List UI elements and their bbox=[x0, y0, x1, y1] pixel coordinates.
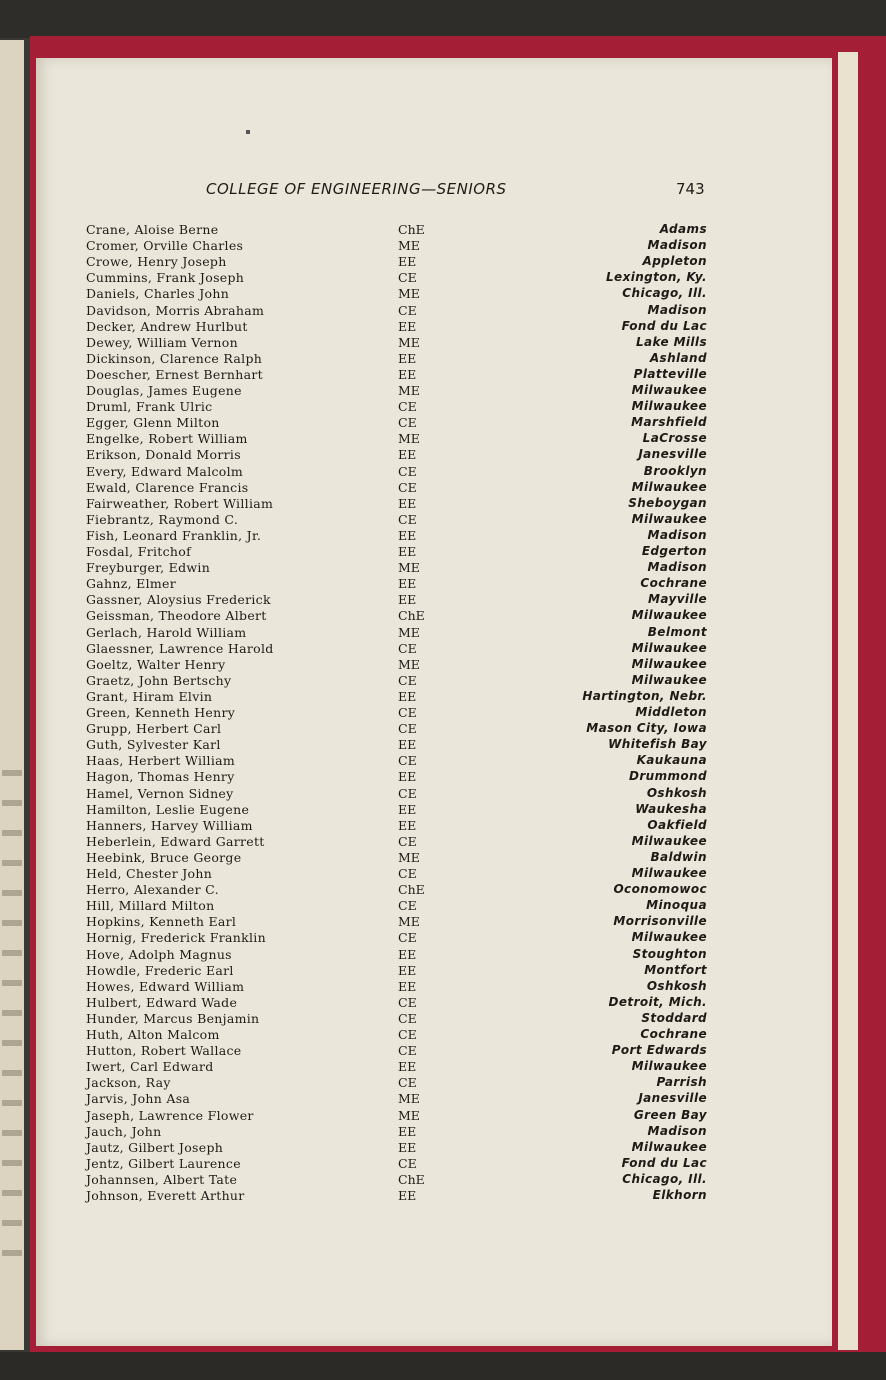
list-item bbox=[36, 286, 832, 302]
hometown: Fond du Lac bbox=[621, 318, 707, 333]
list-item bbox=[36, 930, 832, 946]
hometown: Baldwin bbox=[650, 849, 707, 864]
hometown: Milwaukee bbox=[631, 656, 707, 671]
hometown: Sheboygan bbox=[628, 495, 707, 510]
list-item bbox=[36, 335, 832, 351]
list-item bbox=[36, 319, 832, 335]
student-name: Jentz, Gilbert Laurence bbox=[86, 1155, 241, 1171]
list-item bbox=[36, 914, 832, 930]
course-code: CE bbox=[398, 898, 417, 914]
hometown: Hartington, Nebr. bbox=[582, 688, 707, 703]
list-item bbox=[36, 898, 832, 914]
course-code: ME bbox=[398, 431, 420, 447]
list-item bbox=[36, 705, 832, 721]
course-code: EE bbox=[398, 801, 417, 817]
scan-background-bottom bbox=[0, 1352, 886, 1380]
hometown: Elkhorn bbox=[652, 1188, 707, 1202]
course-code: ME bbox=[398, 286, 420, 302]
list-item bbox=[36, 1059, 832, 1075]
student-name: Johnson, Everett Arthur bbox=[86, 1188, 245, 1203]
student-name: Engelke, Robert William bbox=[86, 431, 248, 447]
hometown: Adams bbox=[659, 222, 707, 236]
list-item bbox=[36, 834, 832, 850]
list-item bbox=[36, 528, 832, 544]
list-item bbox=[36, 995, 832, 1011]
list-item bbox=[36, 238, 832, 254]
course-code: CE bbox=[398, 721, 417, 737]
list-item bbox=[36, 222, 832, 238]
previous-page-edge bbox=[0, 40, 24, 1350]
scan-background-top bbox=[0, 0, 886, 38]
student-name: Jautz, Gilbert Joseph bbox=[86, 1139, 224, 1155]
course-code: EE bbox=[398, 366, 417, 382]
list-item bbox=[36, 769, 832, 785]
course-code: ME bbox=[398, 383, 420, 398]
list-item bbox=[36, 818, 832, 834]
course-code: ME bbox=[398, 849, 420, 865]
student-name: Howes, Edward William bbox=[86, 978, 245, 994]
hometown: Oshkosh bbox=[646, 978, 707, 993]
course-code: EE bbox=[398, 978, 417, 994]
hometown: Cochrane bbox=[640, 1027, 707, 1041]
hometown: Ashland bbox=[649, 350, 707, 365]
hometown: Madison bbox=[647, 238, 707, 253]
hometown: Whitefish Bay bbox=[608, 737, 707, 752]
course-code: CE bbox=[398, 1043, 417, 1059]
hometown: Madison bbox=[647, 1123, 707, 1138]
course-code: EE bbox=[398, 769, 417, 785]
hometown: Madison bbox=[647, 527, 707, 542]
student-name: Herro, Alexander C. bbox=[86, 882, 219, 898]
list-item bbox=[36, 689, 832, 705]
course-code: CE bbox=[398, 866, 417, 881]
student-name: Hopkins, Kenneth Earl bbox=[86, 914, 237, 930]
student-name: Fish, Leonard Franklin, Jr. bbox=[86, 527, 262, 543]
hometown: Oakfield bbox=[647, 817, 707, 832]
hometown: Lake Mills bbox=[635, 334, 707, 349]
course-code: CE bbox=[398, 1010, 417, 1026]
hometown: LaCrosse bbox=[642, 431, 707, 446]
hometown: Parrish bbox=[656, 1075, 707, 1090]
list-item bbox=[36, 1124, 832, 1140]
hometown: Belmont bbox=[647, 624, 707, 639]
list-item bbox=[36, 882, 832, 898]
hometown: Milwaukee bbox=[631, 1139, 707, 1154]
list-item bbox=[36, 351, 832, 367]
list-item bbox=[36, 544, 832, 560]
list-item bbox=[36, 480, 832, 496]
hometown: Janesville bbox=[638, 1091, 707, 1106]
student-name: Grant, Hiram Elvin bbox=[86, 688, 213, 704]
hometown: Cochrane bbox=[640, 576, 707, 591]
hometown: Milwaukee bbox=[631, 672, 707, 687]
course-code: ChE bbox=[398, 882, 425, 898]
course-code: EE bbox=[398, 495, 417, 511]
course-code: EE bbox=[398, 592, 417, 608]
hometown: Lexington, Ky. bbox=[605, 270, 707, 285]
list-item bbox=[36, 1075, 832, 1091]
page-header-title: COLLEGE OF ENGINEERING—SENIORS bbox=[206, 180, 507, 198]
student-name: Hutton, Robert Wallace bbox=[86, 1043, 242, 1059]
list-item bbox=[36, 383, 832, 399]
list-item bbox=[36, 802, 832, 818]
list-item bbox=[36, 592, 832, 608]
print-mark bbox=[246, 130, 250, 134]
hometown: Middleton bbox=[635, 705, 707, 719]
course-code: EE bbox=[398, 1059, 417, 1075]
course-code: EE bbox=[398, 1139, 417, 1155]
hometown: Milwaukee bbox=[631, 399, 707, 414]
student-name: Every, Edward Malcolm bbox=[86, 463, 244, 479]
list-item bbox=[36, 1108, 832, 1124]
list-item bbox=[36, 866, 832, 882]
course-code: ME bbox=[398, 238, 420, 254]
student-name: Doescher, Ernest Bernhart bbox=[86, 366, 263, 382]
list-item bbox=[36, 464, 832, 480]
student-name: Ewald, Clarence Francis bbox=[86, 479, 249, 495]
course-code: EE bbox=[398, 447, 417, 463]
student-name: Decker, Andrew Hurlbut bbox=[86, 318, 248, 334]
hometown: Milwaukee bbox=[631, 511, 707, 526]
student-name: Dickinson, Clarence Ralph bbox=[86, 350, 263, 366]
hometown: Mayville bbox=[648, 592, 707, 607]
list-item bbox=[36, 303, 832, 319]
list-item bbox=[36, 1172, 832, 1188]
course-code: EE bbox=[398, 962, 417, 978]
student-name: Glaessner, Lawrence Harold bbox=[86, 640, 274, 656]
hometown: Marshfield bbox=[631, 415, 707, 430]
student-name: Egger, Glenn Milton bbox=[86, 415, 220, 431]
list-item bbox=[36, 673, 832, 689]
student-name: Gahnz, Elmer bbox=[86, 576, 177, 592]
student-name: Guth, Sylvester Karl bbox=[86, 737, 221, 753]
student-name: Crane, Aloise Berne bbox=[86, 222, 219, 237]
list-item bbox=[36, 721, 832, 737]
list-item bbox=[36, 367, 832, 383]
student-name: Erikson, Donald Morris bbox=[86, 447, 241, 463]
student-name: Hamilton, Leslie Eugene bbox=[86, 801, 250, 817]
student-name: Hagon, Thomas Henry bbox=[86, 769, 235, 785]
hometown: Minoqua bbox=[646, 898, 707, 913]
student-name: Daniels, Charles John bbox=[86, 286, 230, 302]
student-name: Douglas, James Eugene bbox=[86, 383, 242, 398]
hometown: Oshkosh bbox=[646, 785, 707, 800]
hometown: Morrisonville bbox=[613, 914, 707, 929]
hometown: Madison bbox=[647, 302, 707, 317]
course-code: EE bbox=[398, 527, 417, 543]
list-item bbox=[36, 850, 832, 866]
hometown: Milwaukee bbox=[631, 640, 707, 655]
hometown: Drummond bbox=[628, 769, 707, 784]
course-code: CE bbox=[398, 930, 417, 946]
page-number: 743 bbox=[676, 180, 705, 198]
list-item bbox=[36, 1188, 832, 1204]
course-code: ChE bbox=[398, 222, 425, 237]
page-edges bbox=[838, 52, 858, 1350]
hometown: Brooklyn bbox=[643, 463, 707, 478]
course-code: CE bbox=[398, 1027, 417, 1042]
student-name: Hill, Millard Milton bbox=[86, 898, 215, 914]
student-name: Howdle, Frederic Earl bbox=[86, 962, 234, 978]
student-name: Fosdal, Fritchof bbox=[86, 544, 192, 559]
student-name: Fairweather, Robert William bbox=[86, 495, 274, 511]
list-item bbox=[36, 625, 832, 641]
list-item bbox=[36, 1027, 832, 1043]
course-code: ME bbox=[398, 560, 420, 576]
hometown: Platteville bbox=[633, 366, 707, 381]
hometown: Milwaukee bbox=[631, 1059, 707, 1074]
list-item bbox=[36, 496, 832, 512]
hometown: Detroit, Mich. bbox=[608, 994, 707, 1009]
course-code: CE bbox=[398, 479, 417, 495]
course-code: CE bbox=[398, 1075, 417, 1091]
student-name: Held, Chester John bbox=[86, 866, 213, 881]
list-item bbox=[36, 431, 832, 447]
list-item bbox=[36, 512, 832, 528]
course-code: EE bbox=[398, 254, 417, 270]
hometown: Appleton bbox=[642, 254, 707, 269]
list-item bbox=[36, 657, 832, 673]
student-name: Jaseph, Lawrence Flower bbox=[86, 1107, 254, 1123]
list-item bbox=[36, 1091, 832, 1107]
hometown: Madison bbox=[647, 560, 707, 575]
student-name: Freyburger, Edwin bbox=[86, 560, 211, 576]
course-code: CE bbox=[398, 705, 417, 720]
list-item bbox=[36, 447, 832, 463]
hometown: Milwaukee bbox=[631, 479, 707, 494]
list-item bbox=[36, 415, 832, 431]
student-name: Hamel, Vernon Sidney bbox=[86, 785, 234, 801]
hometown: Janesville bbox=[638, 447, 707, 462]
course-code: CE bbox=[398, 399, 417, 415]
list-item bbox=[36, 641, 832, 657]
student-name: Gerlach, Harold William bbox=[86, 624, 247, 640]
student-name: Crowe, Henry Joseph bbox=[86, 254, 227, 270]
course-code: CE bbox=[398, 994, 417, 1010]
student-name: Cromer, Orville Charles bbox=[86, 238, 244, 254]
student-name: Hanners, Harvey William bbox=[86, 817, 253, 833]
course-code: ME bbox=[398, 1091, 420, 1107]
book-page bbox=[36, 58, 832, 1346]
hometown: Milwaukee bbox=[631, 930, 707, 945]
hometown: Mason City, Iowa bbox=[586, 721, 707, 736]
student-name: Haas, Herbert William bbox=[86, 753, 236, 769]
course-code: ME bbox=[398, 914, 420, 930]
list-item bbox=[36, 270, 832, 286]
list-item bbox=[36, 1140, 832, 1156]
list-item bbox=[36, 254, 832, 270]
course-code: ME bbox=[398, 624, 420, 640]
student-name: Johannsen, Albert Tate bbox=[86, 1171, 238, 1187]
student-name: Hove, Adolph Magnus bbox=[86, 946, 232, 962]
list-item bbox=[36, 608, 832, 624]
course-code: CE bbox=[398, 463, 417, 479]
student-name: Iwert, Carl Edward bbox=[86, 1059, 214, 1075]
course-code: CE bbox=[398, 415, 417, 431]
hometown: Stoddard bbox=[641, 1010, 707, 1025]
course-code: CE bbox=[398, 672, 417, 688]
list-item bbox=[36, 737, 832, 753]
student-name: Fiebrantz, Raymond C. bbox=[86, 511, 239, 527]
student-name: Hornig, Frederick Franklin bbox=[86, 930, 266, 946]
student-name: Jarvis, John Asa bbox=[86, 1091, 191, 1107]
course-code: EE bbox=[398, 737, 417, 753]
hometown: Milwaukee bbox=[631, 383, 707, 397]
course-code: EE bbox=[398, 817, 417, 833]
list-item bbox=[36, 963, 832, 979]
course-code: CE bbox=[398, 302, 417, 318]
course-code: ME bbox=[398, 656, 420, 672]
student-name: Graetz, John Bertschy bbox=[86, 672, 232, 688]
student-name: Goeltz, Walter Henry bbox=[86, 656, 226, 672]
student-name: Gassner, Aloysius Frederick bbox=[86, 592, 271, 608]
course-code: ME bbox=[398, 1107, 420, 1123]
hometown: Chicago, Ill. bbox=[622, 286, 707, 301]
student-name: Hunder, Marcus Benjamin bbox=[86, 1010, 260, 1026]
list-item bbox=[36, 576, 832, 592]
list-item bbox=[36, 753, 832, 769]
list-item bbox=[36, 786, 832, 802]
student-name: Jauch, John bbox=[86, 1123, 162, 1139]
course-code: CE bbox=[398, 1155, 417, 1171]
hometown: Kaukauna bbox=[636, 753, 707, 768]
student-name: Grupp, Herbert Carl bbox=[86, 721, 222, 737]
list-item bbox=[36, 399, 832, 415]
student-name: Heberlein, Edward Garrett bbox=[86, 833, 265, 849]
hometown: Chicago, Ill. bbox=[622, 1171, 707, 1186]
list-item bbox=[36, 979, 832, 995]
course-code: EE bbox=[398, 350, 417, 366]
student-name: Cummins, Frank Joseph bbox=[86, 270, 245, 286]
list-item bbox=[36, 947, 832, 963]
course-code: EE bbox=[398, 544, 417, 559]
student-name: Geissman, Theodore Albert bbox=[86, 608, 267, 624]
student-name: Dewey, William Vernon bbox=[86, 334, 238, 350]
course-code: CE bbox=[398, 833, 417, 849]
hometown: Oconomowoc bbox=[613, 882, 707, 897]
course-code: CE bbox=[398, 640, 417, 656]
hometown: Port Edwards bbox=[611, 1043, 707, 1058]
course-code: CE bbox=[398, 753, 417, 769]
course-code: EE bbox=[398, 1188, 417, 1203]
student-name: Heebink, Bruce George bbox=[86, 849, 242, 865]
list-item bbox=[36, 1156, 832, 1172]
hometown: Waukesha bbox=[635, 801, 707, 816]
list-item bbox=[36, 1043, 832, 1059]
course-code: ME bbox=[398, 334, 420, 350]
hometown: Edgerton bbox=[641, 544, 707, 558]
hometown: Fond du Lac bbox=[621, 1155, 707, 1170]
student-name: Druml, Frank Ulric bbox=[86, 399, 213, 415]
list-item bbox=[36, 1011, 832, 1027]
hometown: Milwaukee bbox=[631, 833, 707, 848]
list-item bbox=[36, 560, 832, 576]
student-name: Hulbert, Edward Wade bbox=[86, 994, 238, 1010]
hometown: Green Bay bbox=[633, 1107, 707, 1122]
course-code: EE bbox=[398, 318, 417, 334]
hometown: Milwaukee bbox=[631, 866, 707, 880]
course-code: CE bbox=[398, 785, 417, 801]
course-code: EE bbox=[398, 1123, 417, 1139]
student-name: Huth, Alton Malcom bbox=[86, 1027, 220, 1042]
course-code: EE bbox=[398, 946, 417, 962]
student-name: Jackson, Ray bbox=[86, 1075, 171, 1091]
course-code: EE bbox=[398, 576, 417, 592]
student-name: Davidson, Morris Abraham bbox=[86, 302, 265, 318]
course-code: CE bbox=[398, 511, 417, 527]
hometown: Milwaukee bbox=[631, 608, 707, 623]
student-name: Green, Kenneth Henry bbox=[86, 705, 236, 720]
course-code: ChE bbox=[398, 608, 425, 624]
course-code: ChE bbox=[398, 1171, 425, 1187]
hometown: Montfort bbox=[644, 962, 707, 977]
course-code: EE bbox=[398, 688, 417, 704]
course-code: CE bbox=[398, 270, 417, 286]
hometown: Stoughton bbox=[632, 946, 707, 961]
